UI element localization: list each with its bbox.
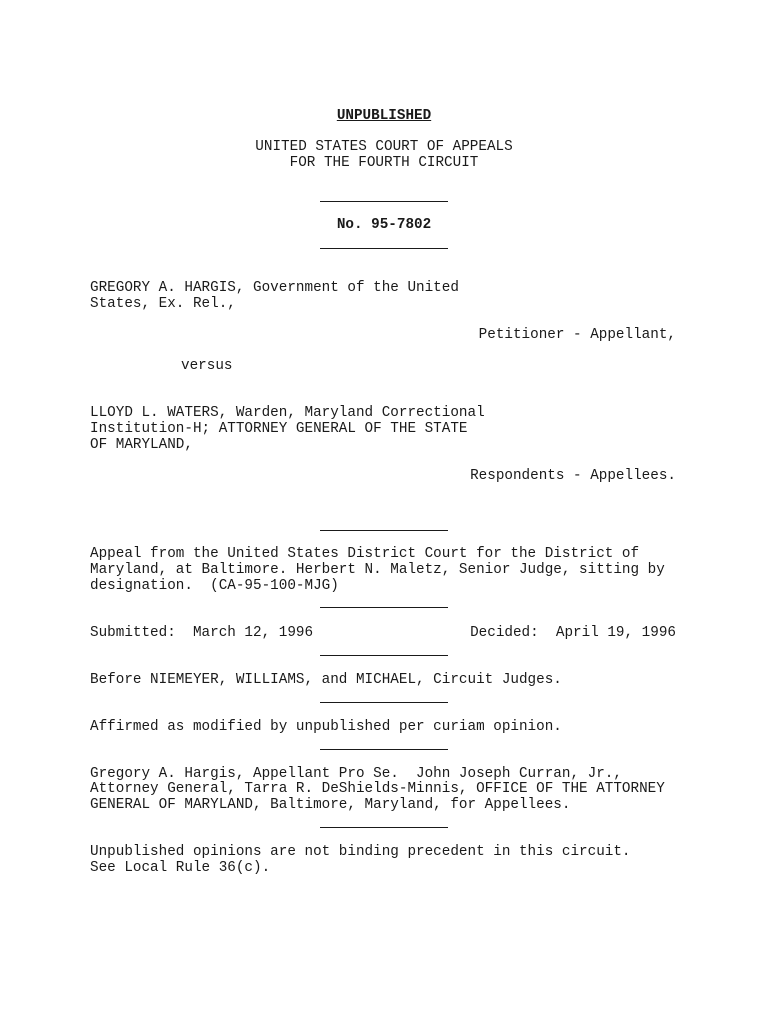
counsel-line1: Gregory A. Hargis, Appellant Pro Se. John Joseph Curran, Jr., xyxy=(90,766,622,782)
disposition-line: Affirmed as modified by unpublished per curiam opinion. xyxy=(90,719,562,735)
court-name-line1: UNITED STATES COURT OF APPEALS xyxy=(255,139,513,155)
petitioner-line2: States, Ex. Rel., xyxy=(90,296,236,312)
counsel-line3: GENERAL OF MARYLAND, Baltimore, Maryland, for Appellees. xyxy=(90,797,571,813)
appeal-line3: designation. (CA-95-100-MJG) xyxy=(90,578,339,594)
court-name-line2: FOR THE FOURTH CIRCUIT xyxy=(289,155,479,171)
submitted-date: Submitted: March 12, 1996 xyxy=(90,625,314,641)
versus-label: versus xyxy=(181,358,233,374)
divider-rule xyxy=(320,607,448,608)
respondent-line3: OF MARYLAND, xyxy=(90,437,193,453)
petitioner-line1: GREGORY A. HARGIS, Government of the United xyxy=(90,280,459,296)
decided-date: Decided: April 19, 1996 xyxy=(470,625,676,641)
divider-rule xyxy=(320,248,448,249)
appeal-line2: Maryland, at Baltimore. Herbert N. Maletz, Senior Judge, sitting by xyxy=(90,562,665,578)
unpublished-heading: UNPUBLISHED xyxy=(336,108,432,124)
divider-rule xyxy=(320,827,448,828)
appeal-line1: Appeal from the United States District Court for the District of xyxy=(90,546,640,562)
divider-rule xyxy=(320,201,448,202)
notice-line1: Unpublished opinions are not binding precedent in this circuit. xyxy=(90,844,631,860)
counsel-line2: Attorney General, Tarra R. DeShields-Minnis, OFFICE OF THE ATTORNEY xyxy=(90,781,665,797)
respondent-line1: LLOYD L. WATERS, Warden, Maryland Correctional xyxy=(90,405,485,421)
petitioner-role: Petitioner - Appellant, xyxy=(478,327,676,343)
divider-rule xyxy=(320,655,448,656)
case-number: No. 95-7802 xyxy=(336,217,432,233)
divider-rule xyxy=(320,530,448,531)
notice-line2: See Local Rule 36(c). xyxy=(90,860,271,876)
panel-line: Before NIEMEYER, WILLIAMS, and MICHAEL, Circuit Judges. xyxy=(90,672,562,688)
respondent-line2: Institution-H; ATTORNEY GENERAL OF THE STATE xyxy=(90,421,468,437)
respondent-role: Respondents - Appellees. xyxy=(470,468,676,484)
divider-rule xyxy=(320,702,448,703)
divider-rule xyxy=(320,749,448,750)
